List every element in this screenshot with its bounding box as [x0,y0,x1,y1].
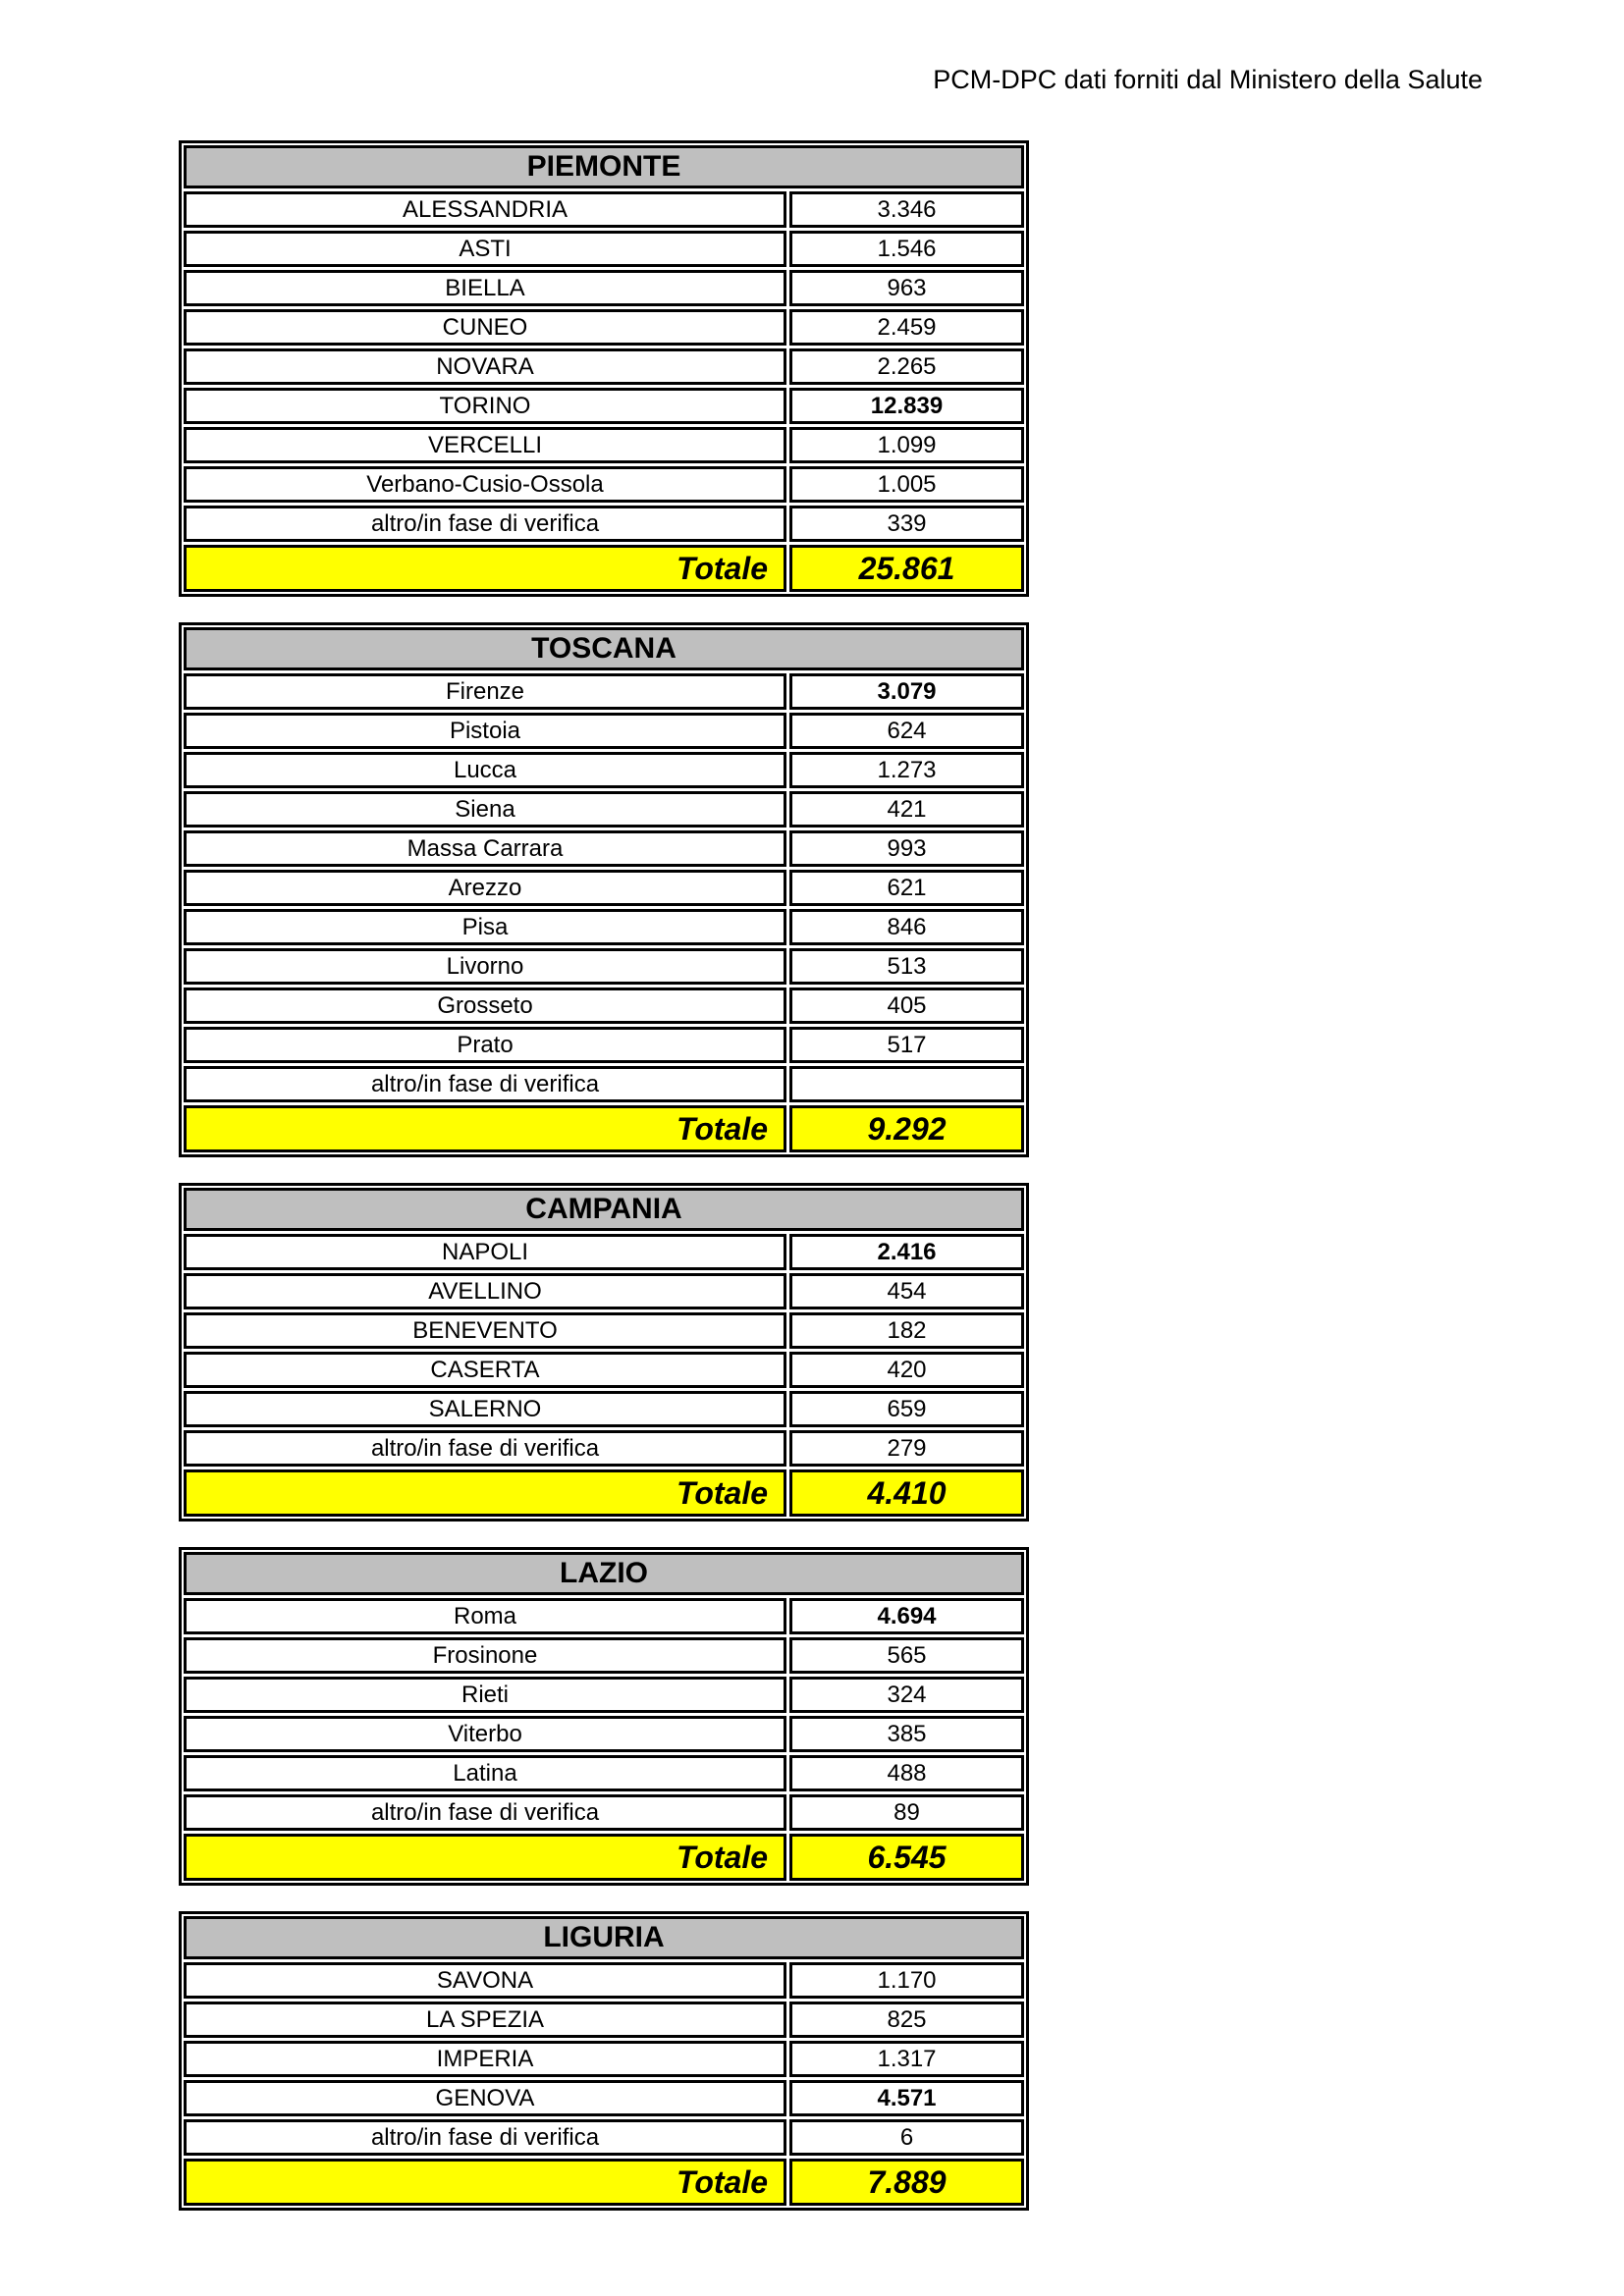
total-row [184,545,1024,592]
region-header: PIEMONTE [184,145,1024,188]
province-value-cell: 339 [789,506,1024,542]
table-row [184,506,1024,542]
total-label: Totale [184,1469,786,1517]
table-row [184,1677,1024,1713]
province-name-cell: Verbano-Cusio-Ossola [184,466,786,503]
province-value-cell: 420 [789,1352,1024,1388]
table-row [184,1716,1024,1752]
province-value-cell: 488 [789,1755,1024,1791]
province-name-cell: GENOVA [184,2080,786,2116]
province-value-cell: 279 [789,1430,1024,1467]
province-name-cell: Firenze [184,673,786,710]
region-header: LAZIO [184,1552,1024,1595]
province-value-cell: 1.546 [789,231,1024,267]
table-row [184,270,1024,306]
region-table [179,1547,1029,1886]
province-value-cell: 993 [789,830,1024,867]
table-row [184,348,1024,385]
total-value: 4.410 [789,1469,1024,1517]
table-row [184,231,1024,267]
table-row [184,1962,1024,1999]
province-name-cell: ASTI [184,231,786,267]
total-row [184,2159,1024,2206]
table-row [184,1352,1024,1388]
table-row [184,988,1024,1024]
province-value-cell: 182 [789,1312,1024,1349]
province-name-cell: Prato [184,1027,786,1063]
province-name-cell: Roma [184,1598,786,1634]
province-name-cell: Pistoia [184,713,786,749]
province-name-cell: Livorno [184,948,786,985]
province-name-cell: NAPOLI [184,1234,786,1270]
province-value-cell: 621 [789,870,1024,906]
province-name-cell: LA SPEZIA [184,2002,786,2038]
region-header: CAMPANIA [184,1188,1024,1231]
province-name-cell: Frosinone [184,1637,786,1674]
province-value-cell: 963 [789,270,1024,306]
table-row [184,791,1024,828]
province-value-cell [789,1066,1024,1102]
table-row [184,427,1024,463]
table-row [184,1027,1024,1063]
province-name-cell: Massa Carrara [184,830,786,867]
region-table [179,1183,1029,1522]
total-label: Totale [184,1834,786,1881]
province-name-cell: VERCELLI [184,427,786,463]
province-name-cell: Rieti [184,1677,786,1713]
table-row [184,1637,1024,1674]
table-row [184,1794,1024,1831]
total-label: Totale [184,1105,786,1152]
table-row [184,673,1024,710]
table-row [184,2002,1024,2038]
table-row [184,2080,1024,2116]
table-row [184,948,1024,985]
table-row [184,713,1024,749]
total-value: 6.545 [789,1834,1024,1881]
province-value-cell: 454 [789,1273,1024,1309]
province-name-cell: SAVONA [184,1962,786,1999]
document-header-note: PCM-DPC dati forniti dal Ministero della Salute [933,65,1483,94]
province-value-cell: 4.694 [789,1598,1024,1634]
region-table [179,1911,1029,2211]
total-row [184,1469,1024,1517]
province-name-cell: altro/in fase di verifica [184,2119,786,2156]
total-row [184,1105,1024,1152]
province-value-cell: 12.839 [789,388,1024,424]
province-value-cell: 3.346 [789,191,1024,228]
province-value-cell: 4.571 [789,2080,1024,2116]
region-rows [184,1598,1024,1831]
province-value-cell: 659 [789,1391,1024,1427]
province-value-cell: 846 [789,909,1024,945]
province-name-cell: Latina [184,1755,786,1791]
province-value-cell: 513 [789,948,1024,985]
table-row [184,1312,1024,1349]
province-name-cell: altro/in fase di verifica [184,1794,786,1831]
total-row [184,1834,1024,1881]
province-name-cell: Lucca [184,752,786,788]
province-name-cell: altro/in fase di verifica [184,506,786,542]
table-row [184,2041,1024,2077]
table-row [184,870,1024,906]
table-row [184,466,1024,503]
region-header: TOSCANA [184,627,1024,670]
total-label: Totale [184,2159,786,2206]
table-row [184,752,1024,788]
province-name-cell: ALESSANDRIA [184,191,786,228]
table-row [184,388,1024,424]
region-rows [184,673,1024,1102]
province-value-cell: 3.079 [789,673,1024,710]
table-row [184,2119,1024,2156]
table-row [184,1755,1024,1791]
province-name-cell: CUNEO [184,309,786,346]
total-value: 25.861 [789,545,1024,592]
province-value-cell: 1.317 [789,2041,1024,2077]
region-rows [184,1234,1024,1467]
province-value-cell: 421 [789,791,1024,828]
province-name-cell: Viterbo [184,1716,786,1752]
province-name-cell: BIELLA [184,270,786,306]
province-name-cell: Grosseto [184,988,786,1024]
province-name-cell: Pisa [184,909,786,945]
table-row [184,1391,1024,1427]
table-row [184,1273,1024,1309]
province-name-cell: BENEVENTO [184,1312,786,1349]
province-value-cell: 624 [789,713,1024,749]
province-value-cell: 825 [789,2002,1024,2038]
region-rows [184,1962,1024,2156]
region-table [179,622,1029,1157]
province-value-cell: 1.273 [789,752,1024,788]
table-row [184,1234,1024,1270]
province-name-cell: altro/in fase di verifica [184,1066,786,1102]
province-name-cell: SALERNO [184,1391,786,1427]
province-value-cell: 385 [789,1716,1024,1752]
province-value-cell: 324 [789,1677,1024,1713]
province-value-cell: 89 [789,1794,1024,1831]
total-value: 9.292 [789,1105,1024,1152]
region-header: LIGURIA [184,1916,1024,1959]
province-name-cell: Arezzo [184,870,786,906]
province-value-cell: 6 [789,2119,1024,2156]
province-value-cell: 2.459 [789,309,1024,346]
province-name-cell: IMPERIA [184,2041,786,2077]
province-value-cell: 2.265 [789,348,1024,385]
province-name-cell: Siena [184,791,786,828]
table-row [184,1430,1024,1467]
table-row [184,909,1024,945]
province-value-cell: 565 [789,1637,1024,1674]
province-value-cell: 1.099 [789,427,1024,463]
table-row [184,309,1024,346]
tables-container [179,140,1029,2211]
province-name-cell: TORINO [184,388,786,424]
province-value-cell: 1.005 [789,466,1024,503]
table-row [184,830,1024,867]
region-rows [184,191,1024,542]
total-label: Totale [184,545,786,592]
province-name-cell: CASERTA [184,1352,786,1388]
province-name-cell: altro/in fase di verifica [184,1430,786,1467]
region-table [179,140,1029,597]
table-row [184,1598,1024,1634]
province-value-cell: 1.170 [789,1962,1024,1999]
province-value-cell: 517 [789,1027,1024,1063]
province-name-cell: AVELLINO [184,1273,786,1309]
table-row [184,1066,1024,1102]
province-value-cell: 405 [789,988,1024,1024]
province-value-cell: 2.416 [789,1234,1024,1270]
table-row [184,191,1024,228]
total-value: 7.889 [789,2159,1024,2206]
province-name-cell: NOVARA [184,348,786,385]
